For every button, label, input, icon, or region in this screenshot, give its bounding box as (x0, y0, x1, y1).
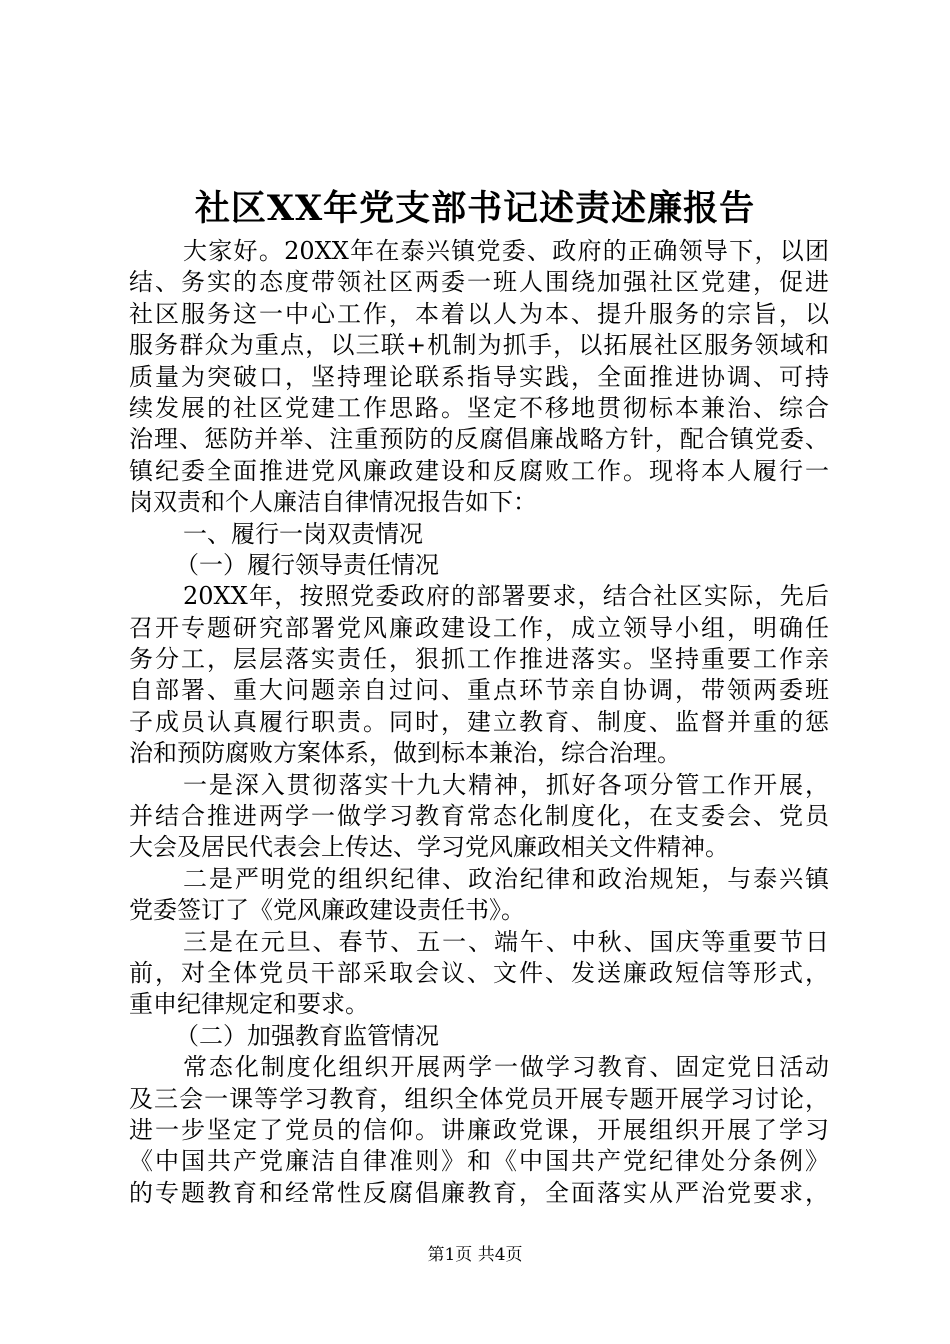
body-line-14: 务分工，层层落实责任，狠抓工作推进落实。坚持重要工作亲 (129, 645, 829, 674)
body-line-25: 重申纪律规定和要求。 (129, 990, 369, 1019)
body-line-30: 《中国共产党廉洁自律准则》和《中国共产党纪律处分条例》 (129, 1147, 829, 1176)
body-line-5: 质量为突破口，坚持理论联系指导实践，全面推进协调、可持 (129, 362, 829, 391)
body-line-13: 召开专题研究部署党风廉政建设工作，成立领导小组，明确任 (129, 613, 829, 642)
body-line-1: 大家好。20XX年在泰兴镇党委、政府的正确领导下，以团 (183, 237, 829, 265)
body-line-3: 社区服务这一中心工作，本着以人为本、提升服务的宗旨，以 (129, 299, 829, 328)
body-line-31: 的专题教育和经常性反腐倡廉教育，全面落实从严治党要求， (129, 1178, 829, 1207)
document-body (129, 236, 829, 1209)
body-line-6: 续发展的社区党建工作思路。坚定不移地贯彻标本兼治、综合 (129, 393, 829, 422)
body-line-22: 党委签订了《党风廉政建设责任书》。 (129, 896, 525, 925)
subsection-heading-1: （一）履行领导责任情况 (175, 550, 439, 579)
body-line-24: 前，对全体党员干部采取会议、文件、发送廉政短信等形式， (129, 958, 829, 987)
page-number-footer: 第1页 共4页 (427, 1245, 523, 1265)
body-line-27: 常态化制度化组织开展两学一做学习教育、固定党日活动 (183, 1053, 829, 1082)
body-line-28: 及三会一课等学习教育，组织全体党员开展专题开展学习讨论， (129, 1084, 829, 1113)
body-line-16: 子成员认真履行职责。同时，建立教育、制度、监督并重的惩 (129, 707, 829, 736)
document-title: 社区XX年党支部书记述责述廉报告 (194, 188, 756, 229)
body-line-19: 并结合推进两学一做学习教育常态化制度化，在支委会、党员 (129, 802, 829, 831)
body-line-8: 镇纪委全面推进党风廉政建设和反腐败工作。现将本人履行一 (129, 456, 829, 485)
body-line-17: 治和预防腐败方案体系，做到标本兼治，综合治理。 (129, 739, 681, 768)
body-line-20: 大会及居民代表会上传达、学习党风廉政相关文件精神。 (129, 833, 729, 862)
body-line-23: 三是在元旦、春节、五一、端午、中秋、国庆等重要节日 (183, 927, 829, 956)
body-line-15: 自部署、重大问题亲自过问、重点环节亲自协调，带领两委班 (129, 676, 829, 705)
body-line-21: 二是严明党的组织纪律、政治纪律和政治规矩，与泰兴镇 (183, 864, 829, 893)
body-line-29: 进一步坚定了党员的信仰。讲廉政党课，开展组织开展了学习 (129, 1115, 829, 1144)
body-line-7: 治理、惩防并举、注重预防的反腐倡廉战略方针，配合镇党委、 (129, 425, 829, 454)
body-line-4: 服务群众为重点，以三联+机制为抓手，以拓展社区服务领域和 (129, 331, 829, 360)
body-line-2: 结、务实的态度带领社区两委一班人围绕加强社区党建，促进 (129, 268, 829, 297)
subsection-heading-2: （二）加强教育监管情况 (175, 1021, 439, 1050)
body-line-18: 一是深入贯彻落实十九大精神，抓好各项分管工作开展， (183, 770, 829, 799)
body-line-12: 20XX年，按照党委政府的部署要求，结合社区实际，先后 (183, 582, 829, 611)
section-heading-1: 一、履行一岗双责情况 (183, 519, 423, 548)
body-line-9: 岗双责和个人廉洁自律情况报告如下： (129, 488, 537, 517)
